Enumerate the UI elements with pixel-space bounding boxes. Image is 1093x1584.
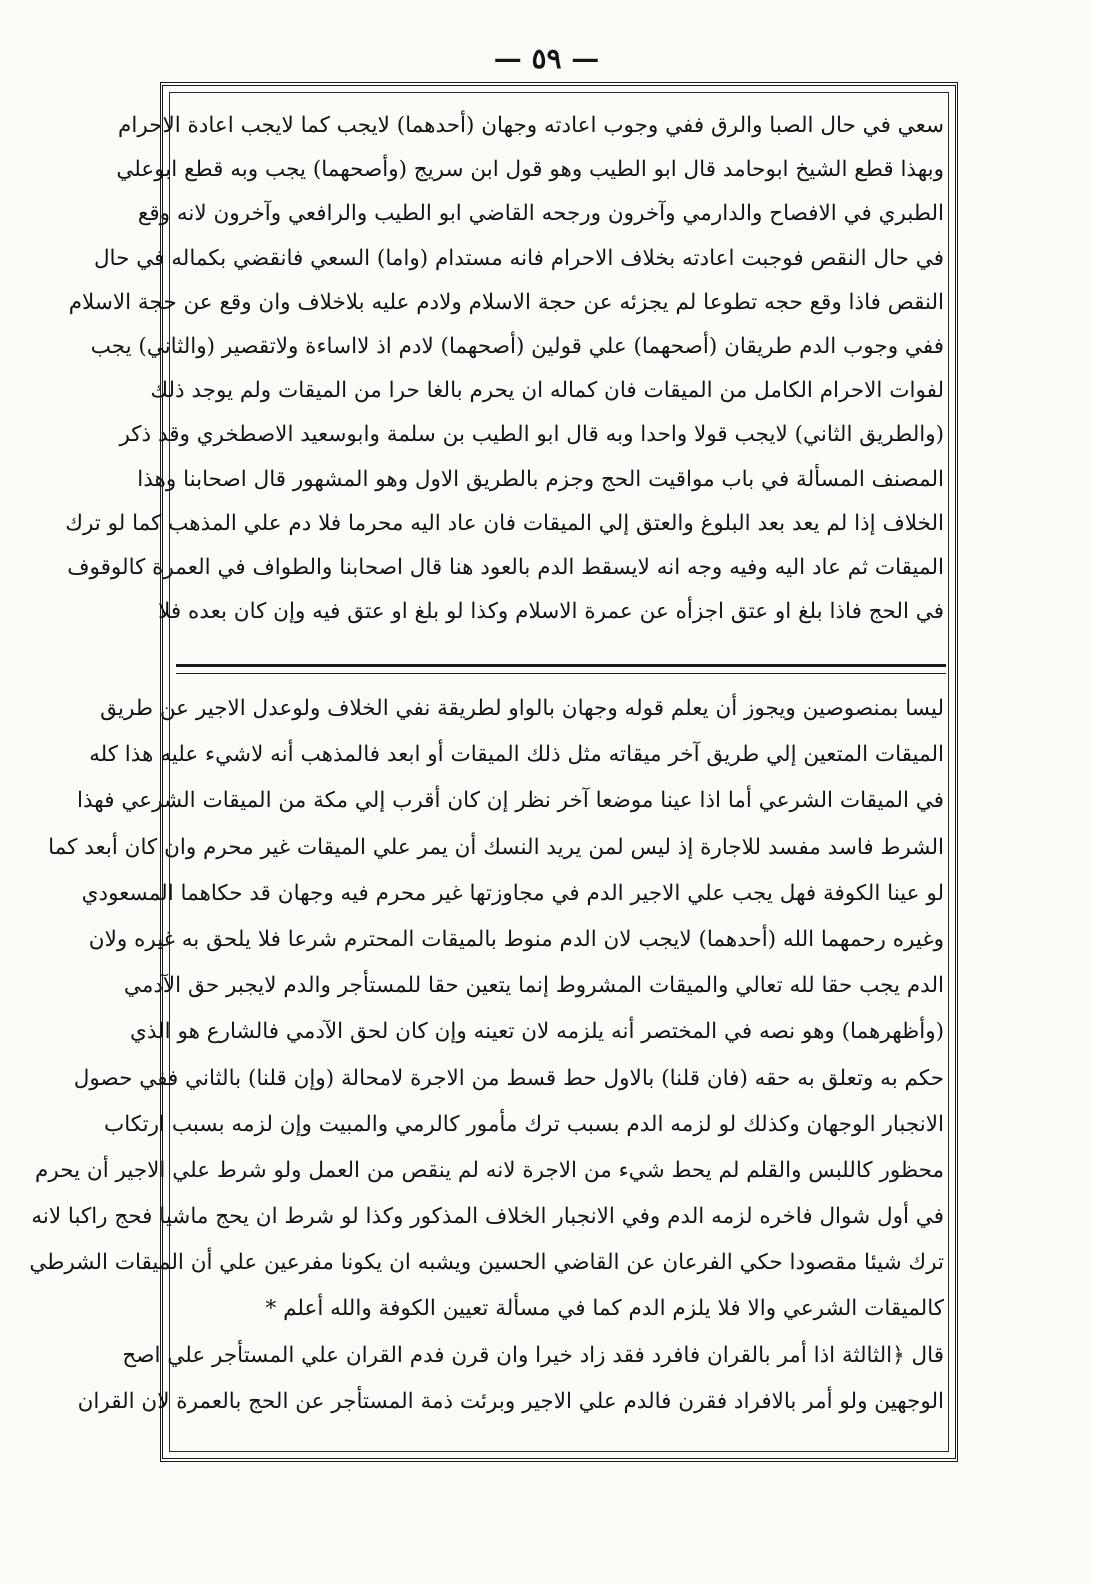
main-text-line: الميقات ثم عاد اليه وفيه وجه انه لايسقط الدم بالعود هنا قال اصحابنا والطواف في العمرة كالوقوف xyxy=(67,554,944,580)
commentary-text-line: ليسا بمنصوصين ويجوز أن يعلم قوله وجهان بالواو لطريقة نفي الخلاف ولوعدل الاجير عن طريق xyxy=(100,696,944,721)
commentary-text-line: وغيره رحمهما الله (أحدهما) لايجب لان الدم منوط بالميقات المحترم شرعا فلا يلحق به غيره ولان xyxy=(88,926,944,952)
commentary-text-line: الميقات المتعين إلي طريق آخر ميقاته مثل ذلك الميقات أو ابعد فالمذهب أنه لاشيء عليه هذا كله xyxy=(89,742,944,768)
main-text-line: لفوات الاحرام الكامل من الميقات فان كماله ان يحرم بالغا حرا من الميقات ولم يوجد ذلك xyxy=(150,378,944,404)
commentary-text-line: حكم به وتعلق به حقه (فان قلنا) بالاول حط قسط من الاجرة لامحالة (وإن قلنا) بالثاني ففي حصول xyxy=(73,1065,944,1091)
main-text-line: سعي في حال الصبا والرق ففي وجوب اعادته وجهان (أحدهما) لايجب كما لايجب اعادة الاحرام xyxy=(118,113,944,138)
commentary-text-line: الشرط فاسد مفسد للاجارة إذ ليس لمن يريد النسك أن يمر علي الميقات غير محرم وان كان أبعد كما xyxy=(48,834,944,860)
main-text-line: في حال النقص فوجبت اعادته بخلاف الاحرام فانه مستدام (واما) السعي فانقضي بكماله في حال xyxy=(93,245,944,271)
main-text-line: وبهذا قطع الشيخ ابوحامد قال ابو الطيب وهو قول ابن سريج (وأصحهما) يجب وبه قطع ابوعلي xyxy=(116,157,944,183)
commentary-text-line: الانجبار الوجهان وكذلك لو لزمه الدم بسبب ترك مأمور كالرمي والمبيت وإن لزمه بسبب ارتكاب xyxy=(103,1111,944,1137)
main-text-block xyxy=(65,104,944,634)
commentary-text-line: الوجهين ولو أمر بالافراد فقرن فالدم علي الاجير وبرئت ذمة المستأجر عن الحج بالعمرة لان القران xyxy=(77,1388,944,1414)
main-text-line: الخلاف إذا لم يعد بعد البلوغ والعتق إلي الميقات فان عاد اليه محرما فلا دم علي المذهب كما لو ترك xyxy=(65,510,944,536)
main-text-line: في الحج فاذا بلغ او عتق اجزأه عن عمرة الاسلام وكذا لو بلغ او عتق فيه وإن كان بعده فلا xyxy=(158,599,944,625)
main-text-line: (والطريق الثاني) لايجب قولا واحدا وبه قال ابو الطيب بن سلمة وابوسعيد الاصطخري وقد ذكر xyxy=(119,422,944,448)
main-text-line: النقص فاذا وقع حجه تطوعا لم يجزئه عن حجة الاسلام ولادم عليه بلاخلاف وان وقع عن حجة الاسلام xyxy=(68,289,944,315)
section-separator-rule xyxy=(176,664,946,674)
commentary-text-line: الدم يجب حقا لله تعالي والميقات المشروط إنما يتعين حقا للمستأجر والدم لايجبر حق الآدمي xyxy=(123,973,944,999)
commentary-text-line: كالميقات الشرعي والا فلا يلزم الدم كما في مسألة تعيين الكوفة والله أعلم * xyxy=(265,1296,944,1322)
commentary-text-line: في الميقات الشرعي أما اذا عينا موضعا آخر نظر إن كان أقرب إلي مكة من الميقات الشرعي فهذا xyxy=(77,788,944,814)
commentary-text-line: في أول شوال فاخره لزمه الدم وفي الانجبار الخلاف المذكور وكذا لو شرط ان يحج ماشيا فحج راكبا لانه xyxy=(31,1204,944,1230)
commentary-text-line: لو عينا الكوفة فهل يجب علي الاجير الدم في مجاوزتها غير محرم فيه وجهان قد حكاهما المسعودي xyxy=(81,880,944,906)
commentary-text-line: (وأظهرهما) وهو نصه في المختصر أنه يلزمه لان تعينه وإن كان لحق الآدمي فالشارع هو الذي xyxy=(130,1019,944,1045)
main-text-line: المصنف المسألة في باب مواقيت الحج وجزم بالطريق الاول وهو المشهور قال اصحابنا وهذا xyxy=(137,466,944,492)
main-text-line: ففي وجوب الدم طريقان (أصحهما) علي قولين (أصحهما) لادم اذ لااساءة ولاتقصير (والثاني) يجب xyxy=(90,333,944,359)
main-text-line: الطبري في الافصاح والدارمي وآخرون ورجحه القاضي ابو الطيب والرافعي وآخرون لانه وقع xyxy=(137,201,944,227)
commentary-text-line: قال ﴿الثالثة اذا أمر بالقران فافرد فقد زاد خيرا وان قرن فدم القران علي المستأجر علي اصح xyxy=(122,1342,944,1368)
commentary-text-block xyxy=(29,686,944,1425)
page-number: — ٥٩ — xyxy=(493,42,600,75)
commentary-text-line: ترك شيئا مقصودا حكي الفرعان عن القاضي الحسين ويشبه ان يكونا مفرعين علي أن الميقات الشرطي xyxy=(29,1250,944,1276)
commentary-text-line: محظور كاللبس والقلم لم يحط شيء من الاجرة لانه لم ينقص من العمل ولو شرط علي الاجير أن يحرم xyxy=(35,1157,944,1183)
